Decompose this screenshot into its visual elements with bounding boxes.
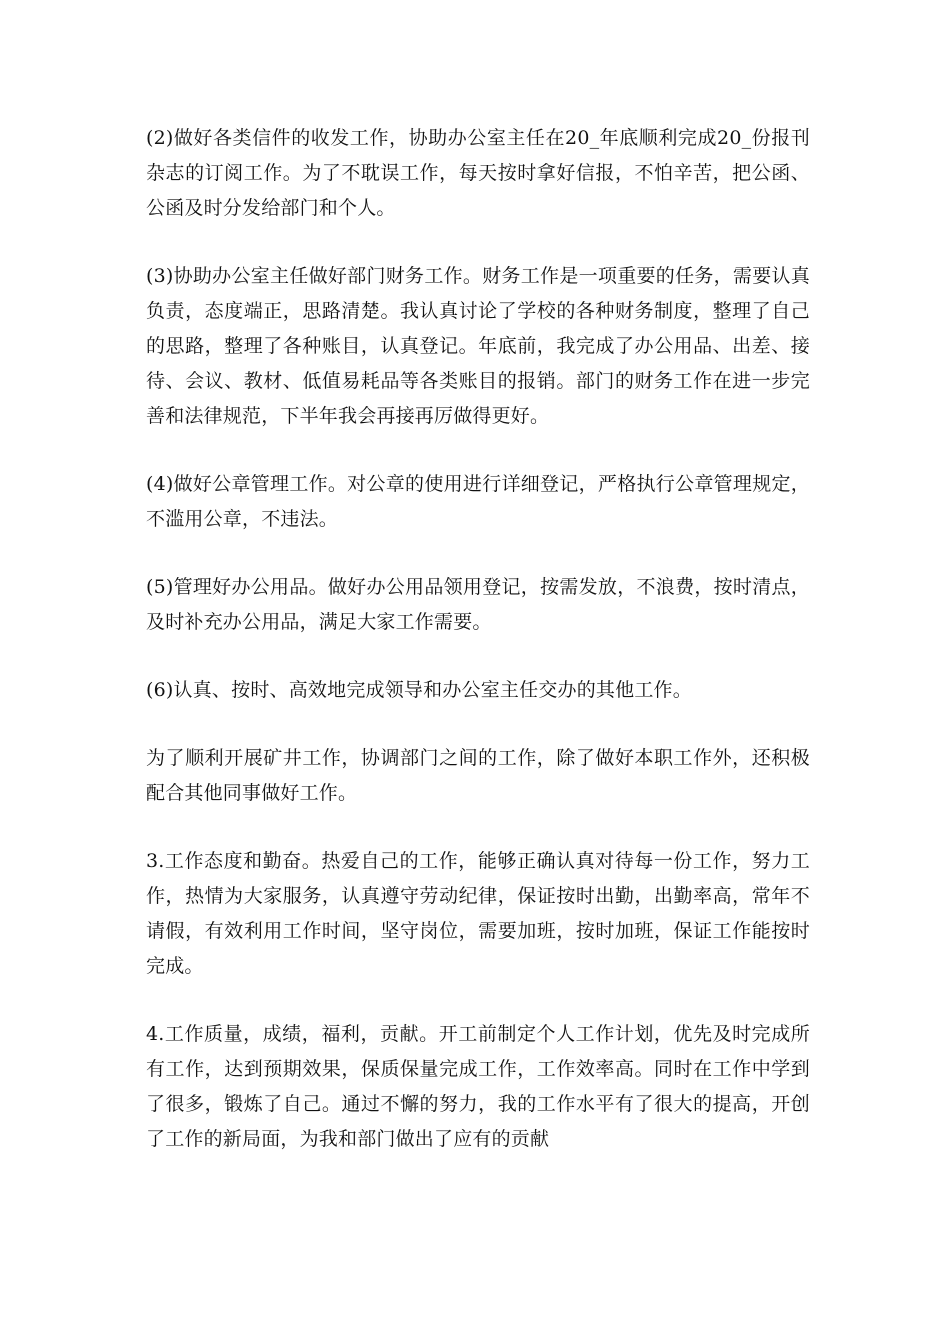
paragraph-section-4: 4.工作质量，成绩，福利，贡献。开工前制定个人工作计划，优先及时完成所有工作，达到预期效果，保质保量完成工作，工作效率高。同时在工作中学到了很多，锻炼了自己。通过不懈的努力，我的工作水平有了很大的提高，开创了工作的新局面，为我和部门做出了应有的贡献 (146, 1023, 810, 1150)
paragraph-cooperation: 为了顺利开展矿井工作，协调部门之间的工作，除了做好本职工作外，还积极配合其他同事做好工作。 (146, 747, 810, 804)
paragraph-item-6: (6)认真、按时、高效地完成领导和办公室主任交办的其他工作。 (146, 679, 692, 701)
paragraph-item-3: (3)协助办公室主任做好部门财务工作。财务工作是一项重要的任务，需要认真负责，态度端正，思路清楚。我认真讨论了学校的各种财务制度，整理了自己的思路，整理了各种账目，认真登记。年底前，我完成了办公用品、出差、接待、会议、教材、低值易耗品等各类账目的报销。部门的财务工作在进一步完善和法律规范，下半年我会再接再厉做得更好。 (146, 265, 810, 427)
paragraph-item-4: (4)做好公章管理工作。对公章的使用进行详细登记，严格执行公章管理规定，不滥用公章，不违法。 (146, 473, 810, 530)
paragraph-section-3: 3.工作态度和勤奋。热爱自己的工作，能够正确认真对待每一份工作，努力工作，热情为大家服务，认真遵守劳动纪律，保证按时出勤，出勤率高，常年不请假，有效利用工作时间，坚守岗位，需要加班，按时加班，保证工作能按时完成。 (146, 850, 810, 977)
paragraph-item-5: (5)管理好办公用品。做好办公用品领用登记，按需发放，不浪费，按时清点，及时补充办公用品，满足大家工作需要。 (146, 576, 810, 633)
document-body (146, 121, 810, 1190)
paragraph-item-2: (2)做好各类信件的收发工作，协助办公室主任在20_年底顺利完成20_份报刊杂志的订阅工作。为了不耽误工作，每天按时拿好信报，不怕辛苦，把公函、公函及时分发给部门和个人。 (146, 127, 810, 219)
